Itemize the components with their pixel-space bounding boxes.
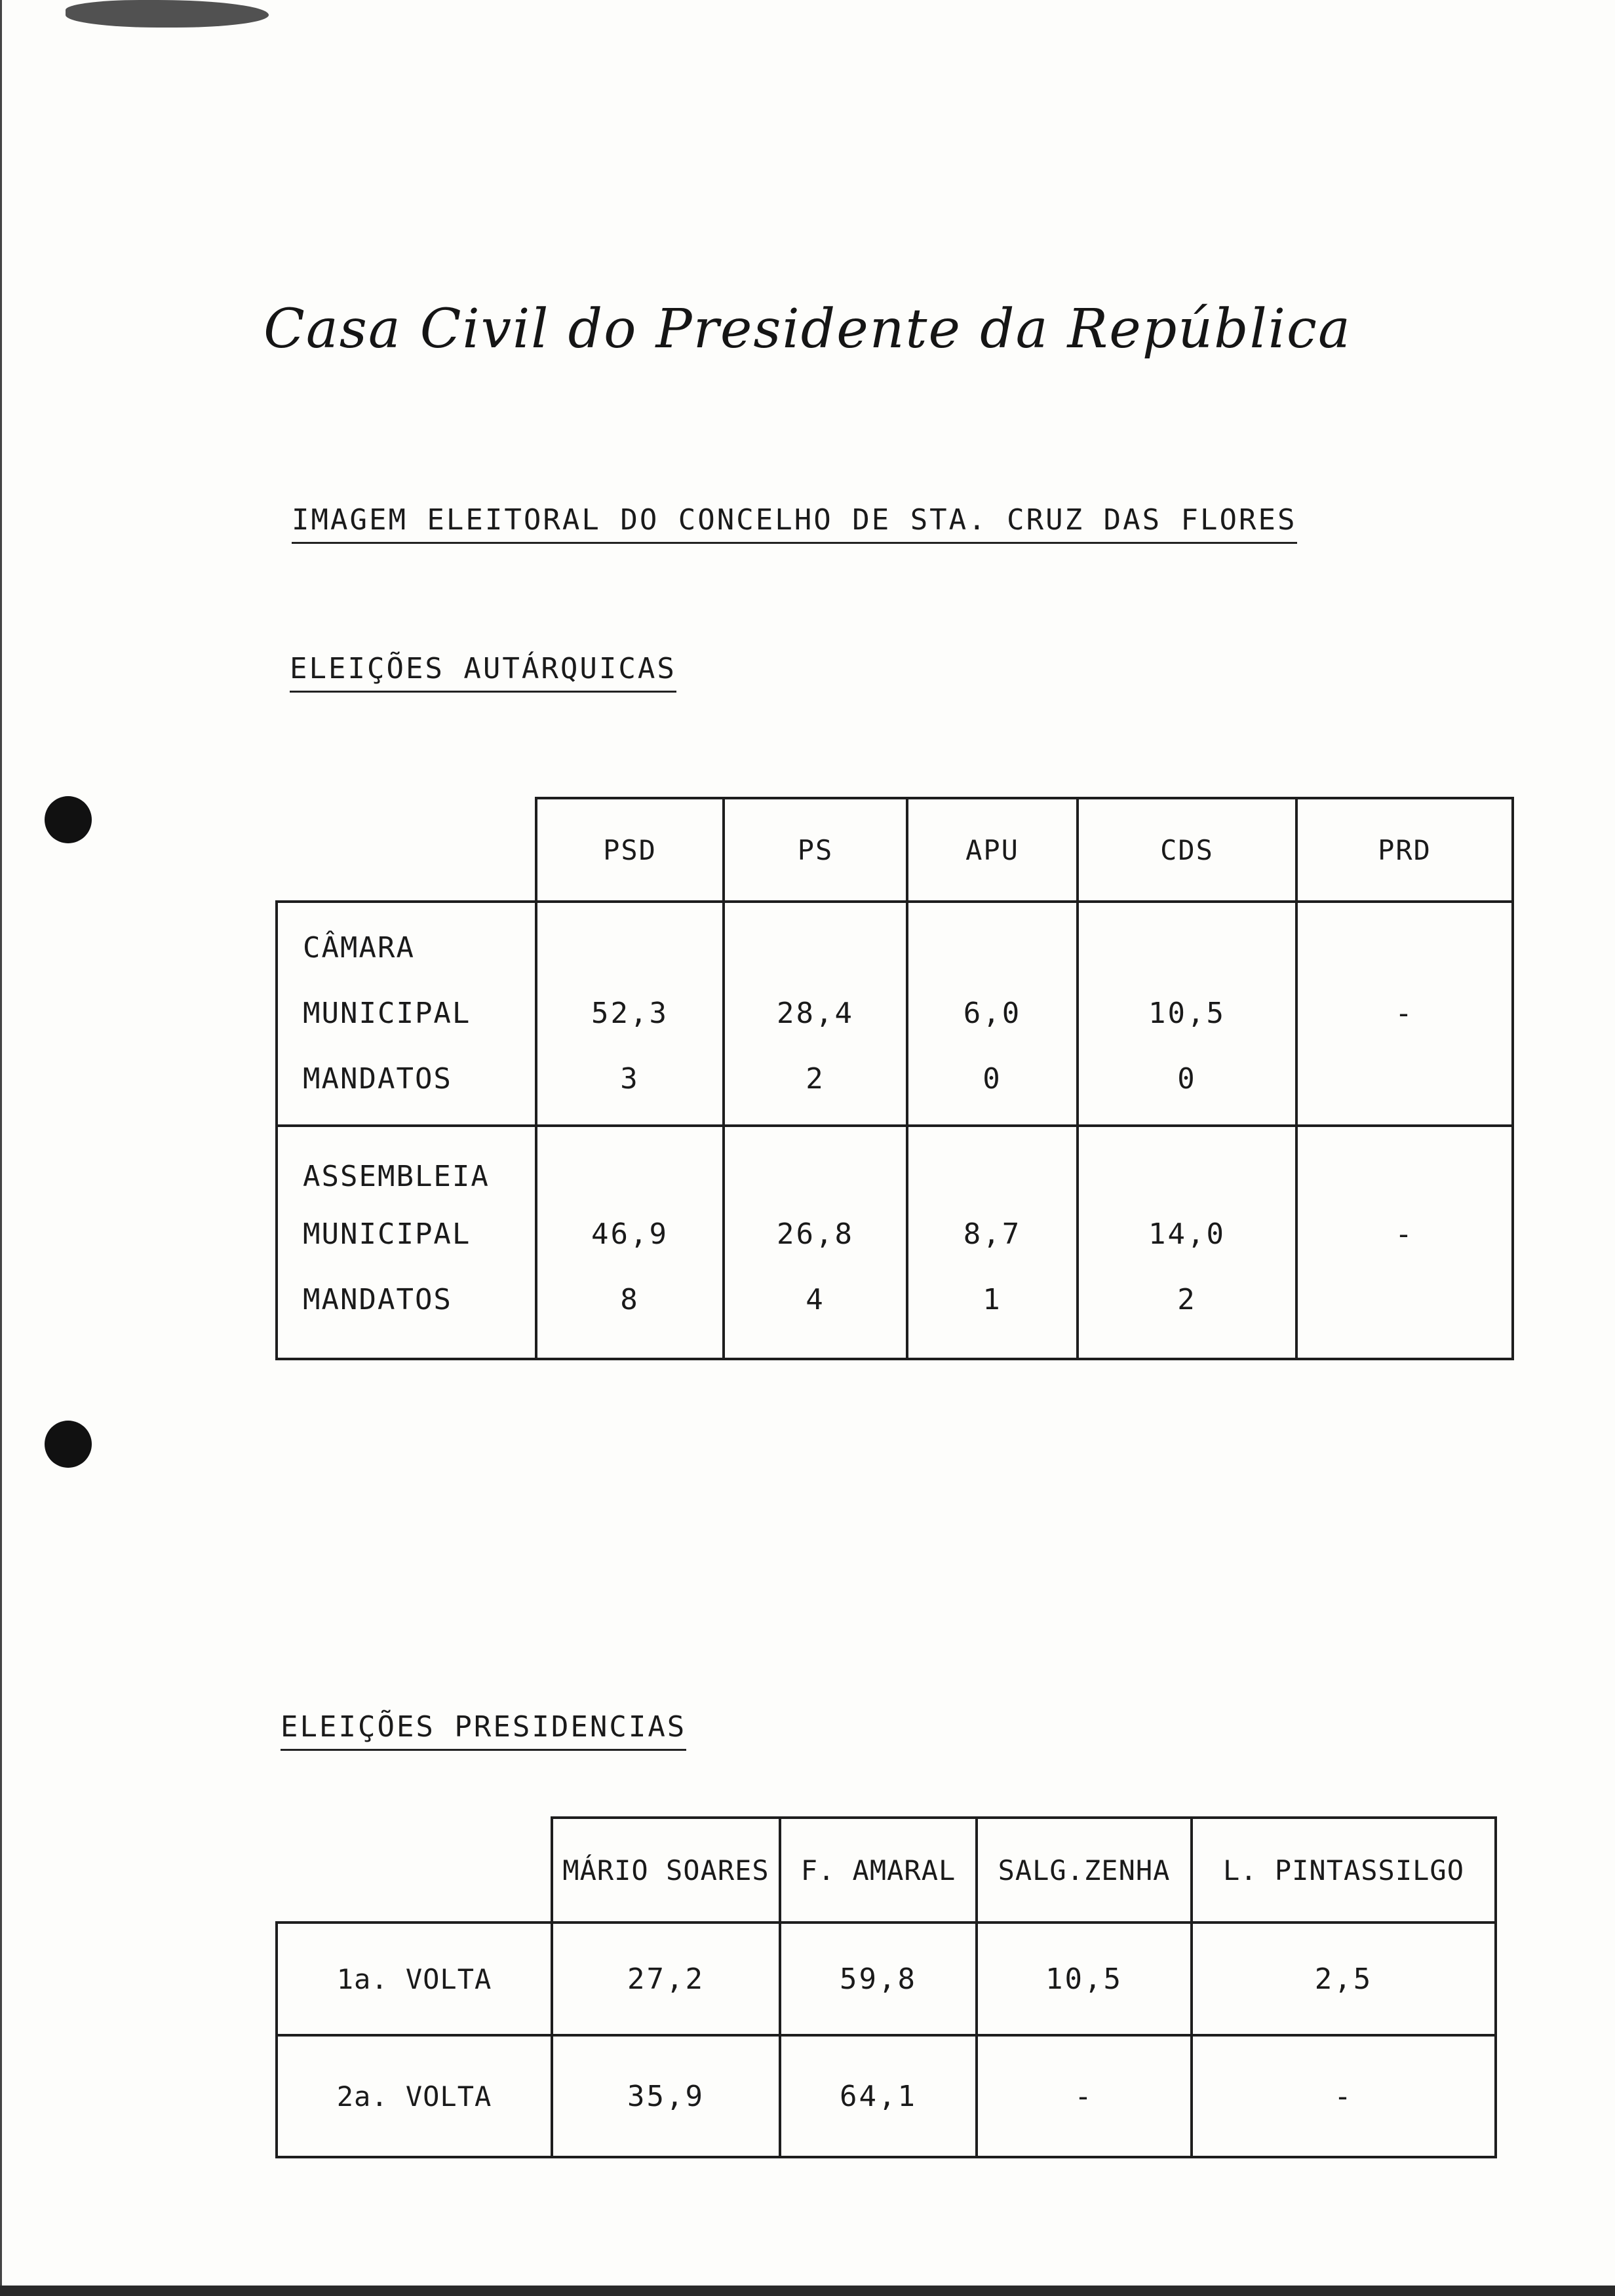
cell-mandates: 8	[620, 1283, 640, 1316]
cell-percent: 14,0	[1148, 1217, 1226, 1251]
row-label-line: MANDATOS	[303, 1283, 452, 1316]
column-header: SALG.ZENHA	[977, 1818, 1192, 1923]
table-header-row	[277, 1818, 1496, 1923]
table-header-row	[277, 798, 1513, 902]
cell-percent: 8,7	[963, 1217, 1022, 1251]
cell-percent: 6,0	[963, 997, 1022, 1030]
cell-mandates: 2	[1177, 1283, 1197, 1316]
column-header: PRD	[1296, 798, 1513, 902]
cell-percent: 10,5	[1148, 997, 1226, 1030]
table-corner	[277, 1818, 552, 1923]
column-header: APU	[907, 798, 1078, 902]
table-cell: 27,2	[552, 1923, 780, 2035]
table-row	[277, 1923, 1496, 2035]
cell-percent: -	[1395, 997, 1414, 1030]
row-label-line: ASSEMBLEIA	[303, 1160, 490, 1193]
page-title: IMAGEM ELEITORAL DO CONCELHO DE STA. CRUZ DAS FLORES	[292, 503, 1297, 544]
table-cell	[1296, 902, 1513, 1126]
row-label-line: MUNICIPAL	[303, 997, 471, 1030]
column-header: MÁRIO SOARES	[552, 1818, 780, 1923]
scan-smudge	[66, 0, 269, 28]
scan-bottom-edge	[0, 2286, 1615, 2296]
table-cell: 2,5	[1192, 1923, 1496, 2035]
cell-percent: 26,8	[777, 1217, 854, 1251]
cell-percent: 46,9	[591, 1217, 669, 1251]
cell-mandates: 0	[1177, 1062, 1197, 1096]
column-header: PS	[724, 798, 907, 902]
punch-hole-top	[45, 796, 92, 843]
cell-percent: 28,4	[777, 997, 854, 1030]
row-label-line: CÂMARA	[303, 931, 415, 965]
cell-mandates: 3	[620, 1062, 640, 1096]
column-header: L. PINTASSILGO	[1192, 1818, 1496, 1923]
cell-mandates	[1298, 1267, 1511, 1333]
table-cell	[724, 902, 907, 1126]
row-label: 2a. VOLTA	[277, 2035, 552, 2157]
table-cell	[907, 1126, 1078, 1359]
column-header: PSD	[536, 798, 724, 902]
table-cell: 59,8	[780, 1923, 977, 2035]
table-cell: -	[1192, 2035, 1496, 2157]
cell-mandates: 2	[806, 1062, 825, 1096]
cell-mandates: 4	[806, 1283, 825, 1316]
letterhead: Casa Civil do Presidente da República	[263, 298, 1352, 360]
row-label: 1a. VOLTA	[277, 1923, 552, 2035]
cell-mandates	[1298, 1046, 1511, 1112]
table-row	[277, 1126, 1513, 1359]
cell-percent: -	[1395, 1217, 1414, 1251]
table-cell: 64,1	[780, 2035, 977, 2157]
presidenciais-table	[275, 1816, 1497, 2158]
table-cell	[1078, 902, 1296, 1126]
table-cell	[907, 902, 1078, 1126]
table-row	[277, 902, 1513, 1126]
autarquicas-table	[275, 797, 1514, 1360]
cell-percent: 52,3	[591, 997, 669, 1030]
column-header: CDS	[1078, 798, 1296, 902]
section-heading-autarquicas: ELEIÇÕES AUTÁRQUICAS	[290, 652, 676, 693]
table-cell	[1296, 1126, 1513, 1359]
punch-hole-bottom	[45, 1421, 92, 1468]
row-label	[277, 902, 536, 1126]
cell-mandates: 0	[983, 1062, 1002, 1096]
table-cell: 10,5	[977, 1923, 1192, 2035]
table-cell	[536, 1126, 724, 1359]
section-heading-presidenciais: ELEIÇÕES PRESIDENCIAS	[281, 1710, 686, 1751]
table-cell	[724, 1126, 907, 1359]
table-cell	[536, 902, 724, 1126]
row-label-line: MUNICIPAL	[303, 1217, 471, 1251]
table-corner	[277, 798, 536, 902]
row-label-line: MANDATOS	[303, 1062, 452, 1096]
row-label	[277, 1126, 536, 1359]
table-cell: -	[977, 2035, 1192, 2157]
table-cell	[1078, 1126, 1296, 1359]
column-header: F. AMARAL	[780, 1818, 977, 1923]
table-row	[277, 2035, 1496, 2157]
cell-mandates: 1	[983, 1283, 1002, 1316]
table-cell: 35,9	[552, 2035, 780, 2157]
